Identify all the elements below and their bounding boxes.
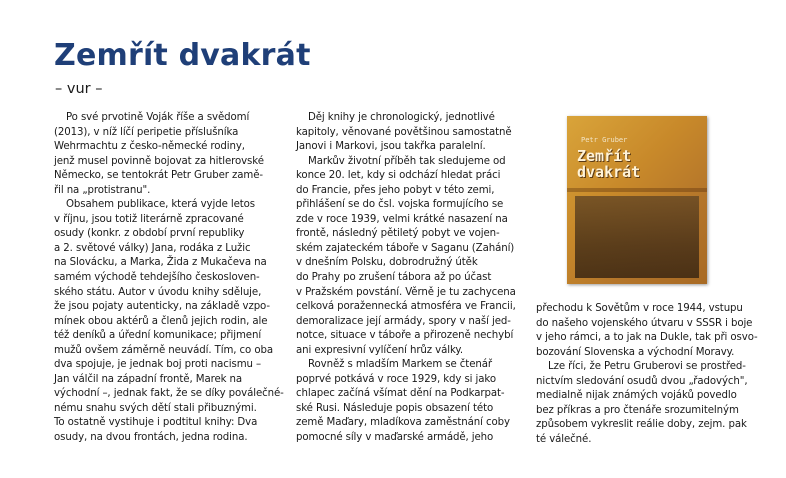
text-line: Po své prvotině Voják říše a svědomí xyxy=(66,112,250,123)
text-line: v Pražském povstání. Věrně je tu zachycena xyxy=(296,286,516,298)
text-column-2 xyxy=(296,111,516,446)
cover-title-line-1: Zemřít xyxy=(577,147,632,165)
text-line: východní –, jednak fakt, že se díky poválečné- xyxy=(54,388,284,400)
text-line: nictvím sledování osudů dvou „řadových", xyxy=(536,375,748,387)
text-line: přechodu k Sovětům v roce 1944, vstupu xyxy=(536,303,743,314)
text-line: přihlášení se do čsl. vojska formujícího se xyxy=(296,199,504,211)
text-line: a 2. světové války) Jana, rodáka z Lužic xyxy=(54,242,251,254)
text-line: též deníků a úřední komunikace; přijmení xyxy=(54,330,262,342)
text-line: To ostatně vystihuje i podtitul knihy: Dva xyxy=(54,417,258,429)
text-line: samém východě tehdejšího českosloven- xyxy=(54,272,260,284)
text-line: poprvé potkává v roce 1929, kdy si jako xyxy=(296,373,496,385)
text-line: zde v roce 1939, velmi krátké nasazení na xyxy=(296,213,508,225)
text-line: řil na „protistranu". xyxy=(54,184,151,196)
text-line: do Francie, přes jeho pobyt v této zemi, xyxy=(296,184,495,196)
text-line: konce 20. let, kdy si odchází hledat práci xyxy=(296,170,501,182)
text-line: Jan válčil na západní frontě, Marek na xyxy=(54,373,243,385)
text-line: osudy (konkr. z období první republiky xyxy=(54,228,245,240)
article-byline: – vur – xyxy=(55,81,103,97)
text-line: chlapec začíná všímat dění na Podkarpat- xyxy=(296,388,505,400)
text-line: Wehrmachtu z česko-německé rodiny, xyxy=(54,141,245,153)
cover-photo xyxy=(575,196,699,278)
text-line: nému snahu svých dětí stali přibuznými. xyxy=(54,402,257,414)
text-line: na Slovácku, a Marka, Žida z Mukačeva na xyxy=(54,257,267,269)
text-line: kapitoly, věnované povětšinou samostatně xyxy=(296,126,512,138)
text-line: ani expresivní vylíčení hrůz války. xyxy=(296,344,464,356)
cover-title-line-2: dvakrát xyxy=(577,163,641,181)
cover-author: Petr Gruber xyxy=(581,136,628,144)
text-line: mínek obou aktérů a členů jejich rodin, ale xyxy=(54,315,268,327)
text-line: Děj knihy je chronologický, jednotlivé xyxy=(308,112,495,123)
text-line: do našeho vojenského útvaru v SSSR i boje xyxy=(536,317,753,329)
text-line: Lze říci, že Petru Gruberovi se prostřed- xyxy=(548,361,746,373)
text-line: ském zajateckém táboře v Saganu (Zahání) xyxy=(296,242,515,254)
text-line: osudy, na dvou frontách, jedna rodina. xyxy=(54,432,248,444)
cover-strip xyxy=(567,188,707,192)
text-line: bez příkras a pro čtenáře srozumitelným xyxy=(536,404,739,416)
text-line: způsobem vykreslit reálie doby, zejm. pak xyxy=(536,419,747,431)
text-line: Německo, se tentokrát Petr Gruber zamě- xyxy=(54,170,263,182)
text-line: celková poražennecká atmosféra ve Francii, xyxy=(296,301,516,313)
text-line: ského státu. Autor v úvodu knihy sděluje, xyxy=(54,286,262,298)
text-line: Janovi i Markovi, jsou takřka paralelní. xyxy=(296,141,486,153)
text-line: pomocné síly v maďarské armádě, jeho xyxy=(296,432,494,444)
text-line: demoralizace její armády, spory v naší jed- xyxy=(296,315,511,327)
text-column-1 xyxy=(54,111,284,446)
book-cover-image xyxy=(567,116,707,284)
text-line: Rovněž s mladším Markem se čtenář xyxy=(308,359,492,371)
text-line: v říjnu, jsou totiž literárně zpracované xyxy=(54,213,244,225)
text-line: mužů ovšem záměrně neuvádí. Tím, co oba xyxy=(54,344,273,356)
text-line: Obsahem publikace, která vyjde letos xyxy=(66,199,256,211)
text-line: frontě, následný pětiletý pobyt ve vojen- xyxy=(296,228,500,240)
text-line: v dnešním Polsku, dobrodružný útěk xyxy=(296,257,478,269)
text-line: v jeho rámci, a to jak na Dukle, tak při osvo- xyxy=(536,332,758,344)
text-line: ské Rusi. Následuje popis obsazení této xyxy=(296,402,494,414)
text-line: bozování Slovenska a východní Moravy. xyxy=(536,346,735,358)
text-line: jenž musel povinně bojovat za hitlerovské xyxy=(54,155,264,167)
text-column-3 xyxy=(536,302,758,447)
text-line: té válečné. xyxy=(536,433,592,445)
text-line: (2013), v níž líčí peripetie příslušníka xyxy=(54,126,239,138)
text-line: že jsou pojaty autenticky, na základě vzpo- xyxy=(54,301,270,313)
text-line: Markův životní příběh tak sledujeme od xyxy=(308,155,506,167)
text-line: do Prahy po zrušení tábora až po účast xyxy=(296,272,492,284)
article-title: Zemřít dvakrát xyxy=(54,38,311,73)
text-line: země Maďary, mladíkova zaměstnání coby xyxy=(296,417,510,429)
text-line: dva spojuje, je jednak boj proti nacismu – xyxy=(54,359,262,371)
text-line: notce, situace v táboře a přirozeně nechybí xyxy=(296,330,514,342)
text-line: medialně nijak známých vojáků povedlo xyxy=(536,390,737,402)
cover-title xyxy=(577,148,687,180)
